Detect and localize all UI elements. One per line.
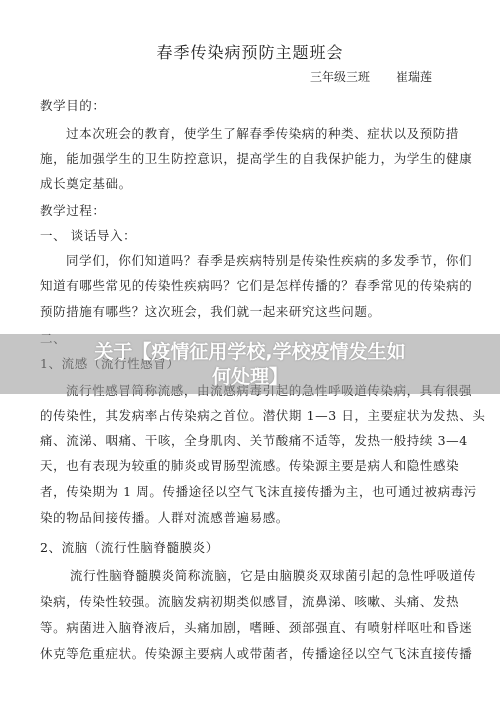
section-heading: 一、 谈话导入：	[40, 228, 137, 243]
body-line: 者，传染期为 1 周。传播途径以空气飞沫直接传播为主，也可通过被病毒污	[40, 484, 477, 499]
body-line: 同学们，你们知道吗？春季是疾病特别是传染性疾病的多发季节，你们	[66, 253, 473, 268]
body-line: 染病，传染性较强。流脑发病初期类似感冒，流鼻涕、咳嗽、头痛、发热	[40, 594, 460, 609]
subsection-heading: 2、流脑（流行性脑脊髓膜炎）	[40, 540, 219, 555]
body-line: 预防措施有哪些？这次班会，我们就一起来研究这些问题。	[40, 304, 381, 319]
overlay-title-line: 关于【疫情征用学校,学校疫情发生如	[94, 341, 406, 363]
body-line: 施，能加强学生的卫生防控意识，提高学生的自我保护能力，为学生的健康	[40, 151, 473, 166]
body-line: 成长奠定基础。	[40, 176, 132, 191]
body-line: 流行性脑脊髓膜炎简称流脑，它是由脑膜炎双球菌引起的急性呼吸道传	[70, 568, 477, 583]
body-line: 知道有哪些常见的传染性疾病吗？它们是怎样传播的？春季常见的传染病的	[40, 278, 473, 293]
body-line: 的传染性，其发病率占传染病之首位。潜伏期 1—3 日，主要症状为发热、头	[40, 408, 486, 423]
document-title: 春季传染病预防主题班会	[156, 43, 344, 62]
section-heading: 教学过程：	[40, 203, 106, 218]
body-line: 痛、流涕、咽痛、干咳，全身肌肉、关节酸痛不适等，发热一般持续 3—4	[40, 433, 468, 448]
body-line: 休克等危重症状。传染源主要病人或带菌者，传播途径以空气飞沫直接传播	[40, 646, 473, 661]
body-line: 等。病菌进入脑脊液后，头痛加剧，嗜睡、颈部强直、有喷射样呕吐和昏迷	[40, 620, 473, 635]
author-name: 崔瑞莲	[396, 70, 433, 84]
body-line: 染的物品间接传播。人群对流感普遍易感。	[40, 510, 289, 525]
class-name: 三年级三班	[310, 70, 371, 84]
overlay-title[interactable]	[0, 340, 500, 390]
overlay-title-line: 何处理】	[211, 366, 288, 388]
author-line	[310, 68, 432, 85]
body-line: 天，也有表现为较重的肺炎或胃肠型流感。传染源主要是病人和隐性感染	[40, 458, 460, 473]
body-line: 过本次班会的教育，使学生了解春季传染病的种类、症状以及预防措	[66, 126, 460, 141]
section-heading: 教学目的：	[40, 98, 106, 113]
